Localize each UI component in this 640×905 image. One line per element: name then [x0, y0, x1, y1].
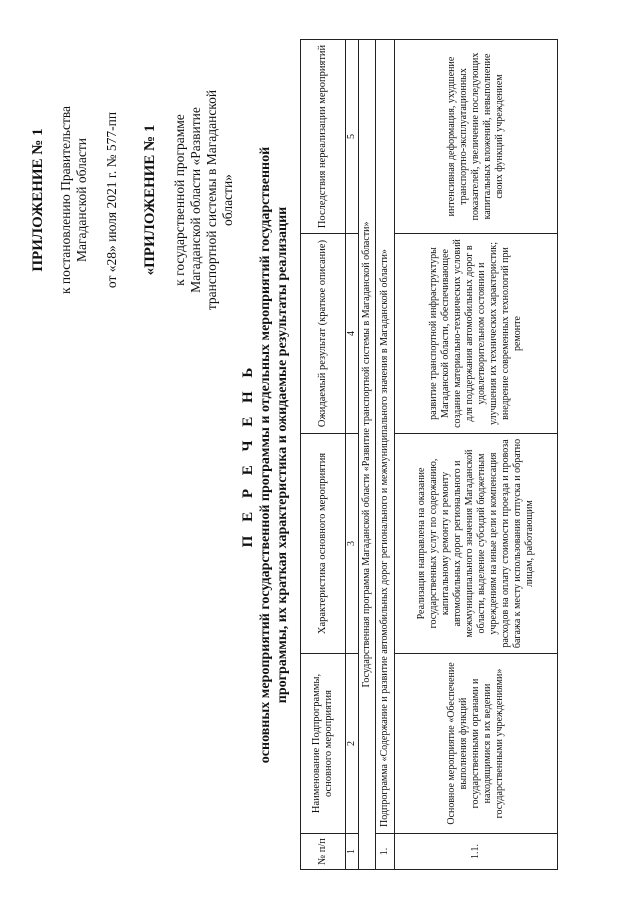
program-line-4: области»	[220, 174, 235, 226]
row-num: 1.1.	[395, 834, 558, 870]
column-number: 5	[346, 40, 359, 234]
program-line-2: Магаданской области «Развитие	[188, 107, 203, 293]
title-line-2: программы, их краткая характеристика и ожидаемые результаты реализации	[275, 206, 290, 704]
header-result: Ожидаемый результат (краткое описание)	[301, 234, 346, 434]
date-line: от «28» июля 2021 г. № 577-пп	[104, 111, 119, 289]
header-characteristic: Характеристика основного мероприятия	[301, 434, 346, 654]
measures-table	[300, 39, 558, 870]
appendix-title: ПРИЛОЖЕНИЕ № 1	[30, 128, 46, 272]
program-line-3: транспортной системы в Магаданской	[204, 89, 219, 311]
program-name: Государственная программа Магаданской области «Развитие транспортной системы в Магаданской области»	[359, 40, 376, 870]
title-line-1: основных мероприятий государственной программы и отдельных мероприятий государственной	[258, 146, 273, 764]
column-number: 1	[346, 834, 359, 870]
subprogram-row	[376, 40, 395, 870]
title-spaced: П Е Р Е Ч Е Н Ь	[240, 362, 256, 548]
row-characteristic: Реализация направлена на оказание государственных услуг по содержанию, капитальному ремонту и ремонту автомобильных дорог регионального и межмуниципального значения Магаданской области, выделение субсидий бюджетным учреждениям на иные цели и компенсация расходов на оплату стоимости проезда и провоза багажа к месту использования отпуска и обратно лицам, работающим	[395, 434, 558, 654]
table-header-row	[301, 40, 346, 870]
row-result: развитие транспортной инфраструктуры Магаданской области, обеспечивающее создание материально-технических условий для поддержания автомобильных дорог в удовлетворительном состоянии и улучшения их технических характеристик; внедрение современных технологий при ремонте	[395, 234, 558, 434]
row-name: Основное мероприятие «Обеспечение выполнения функций государственными органами и находящимися в их ведении государственными учреждениями»	[395, 654, 558, 834]
column-number: 3	[346, 434, 359, 654]
header-name: Наименование Подпрограммы, основного мероприятия	[301, 654, 346, 834]
program-line-1: к государственной программе	[172, 114, 187, 286]
subprogram-name: Подпрограмма «Содержание и развитие автомобильных дорог регионального и межмуниципального значения в Магаданской области»	[376, 40, 395, 834]
column-number-row	[346, 40, 359, 870]
column-number: 2	[346, 654, 359, 834]
appendix-title-2: «ПРИЛОЖЕНИЕ № 1	[142, 124, 158, 276]
resolution-line-2: Магаданской области	[74, 138, 89, 262]
table-row	[395, 40, 558, 870]
column-number: 4	[346, 234, 359, 434]
row-consequence: интенсивная деформация, ухудшение транспортно-эксплуатационных показателей, увеличение последующих капитальных вложений, невыполнение своих функций учреждением	[395, 40, 558, 234]
subprogram-num: 1.	[376, 834, 395, 870]
resolution-line-1: к постановлению Правительства	[58, 105, 73, 295]
rotated-page	[30, 40, 590, 870]
program-row	[359, 40, 376, 870]
appendix-header	[30, 50, 236, 350]
document-title	[240, 40, 291, 870]
header-consequence: Последствия нереализации мероприятий	[301, 40, 346, 234]
header-num: № п/п	[301, 834, 346, 870]
